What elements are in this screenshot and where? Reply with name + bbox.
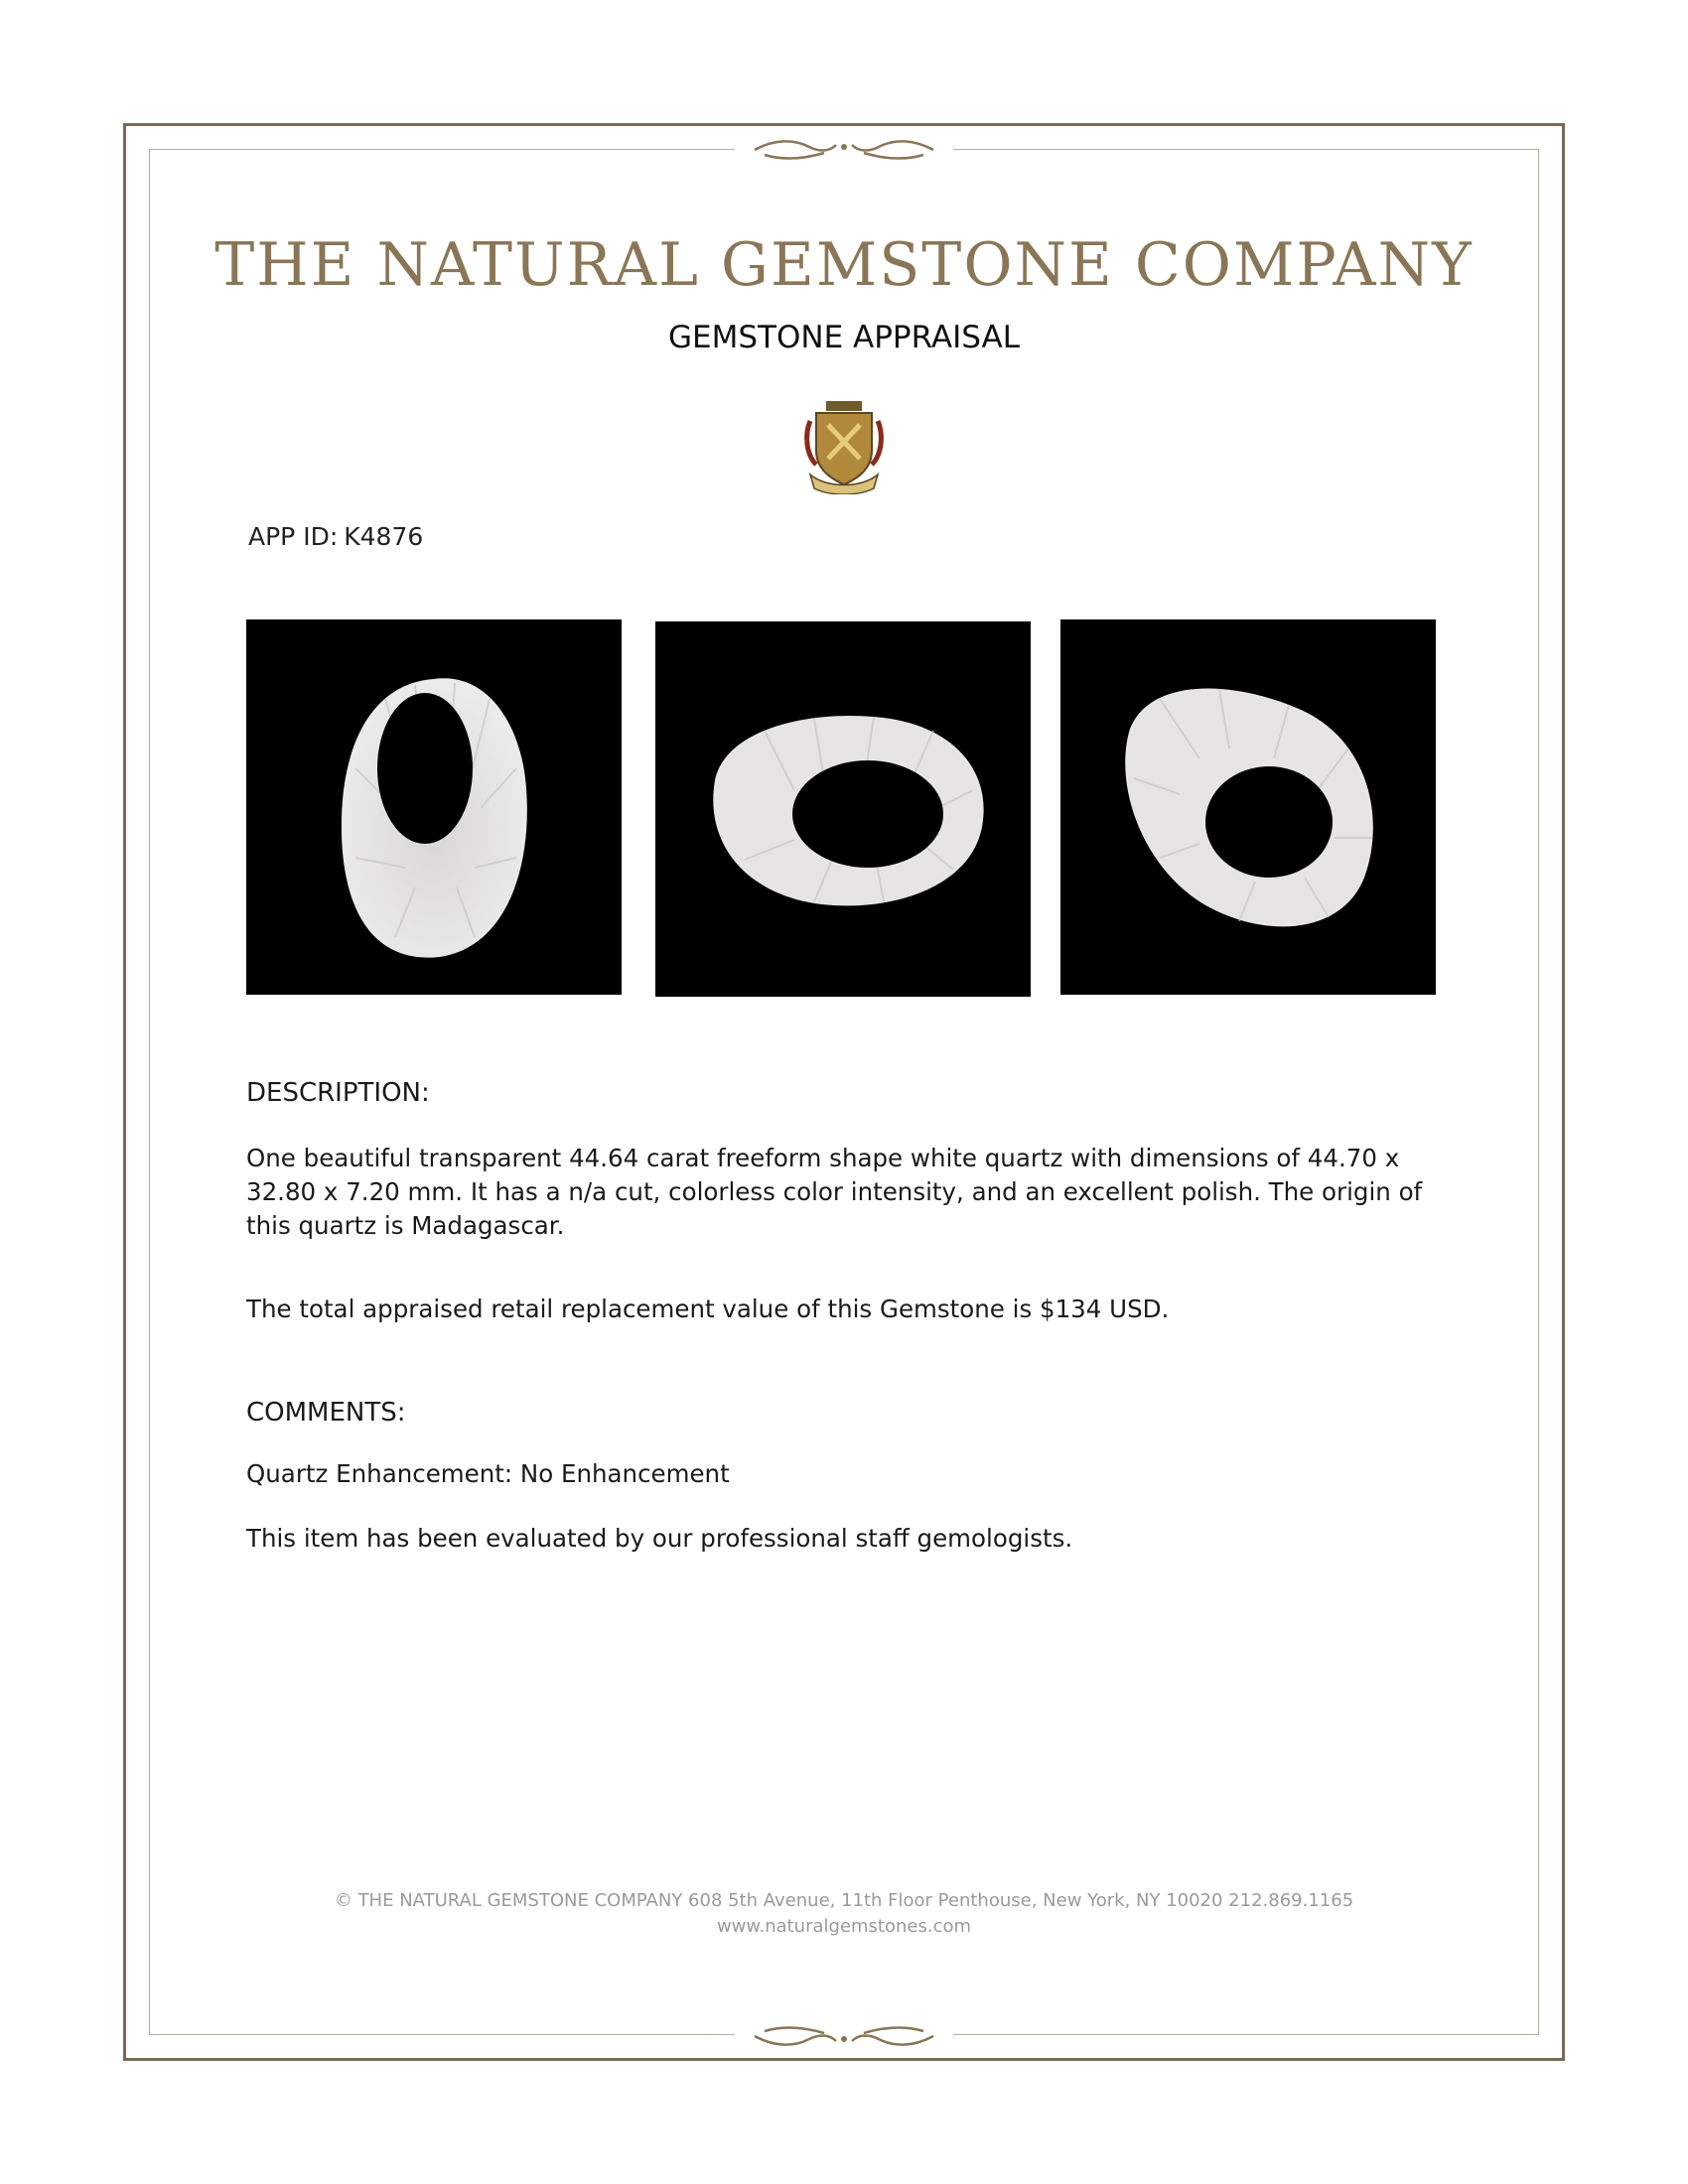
appraisal-id-value: K4876 — [344, 522, 424, 551]
document-title: GEMSTONE APPRAISAL — [668, 320, 1020, 355]
gemstone-photo-front — [246, 619, 622, 995]
evaluation-comment: This item has been evaluated by our professional staff gemologists. — [246, 1524, 1073, 1553]
appraised-value-statement: The total appraised retail replacement value of this Gemstone is $134 USD. — [246, 1295, 1170, 1323]
footer-website-link[interactable]: www.naturalgemstones.com — [716, 1916, 972, 1937]
footer-address: © THE NATURAL GEMSTONE COMPANY 608 5th Avenue, 11th Floor Penthouse, New York, NY 10020 212.869.1165 — [334, 1890, 1354, 1911]
bottom-ornament — [735, 2021, 953, 2051]
description-heading: DESCRIPTION: — [246, 1078, 430, 1108]
company-crest-logo — [802, 399, 886, 494]
appraisal-id — [248, 522, 423, 551]
comments-heading: COMMENTS: — [246, 1398, 406, 1428]
enhancement-comment: Quartz Enhancement: No Enhancement — [246, 1459, 730, 1488]
gemstone-photos — [246, 619, 1438, 997]
appraisal-id-label: APP ID: — [248, 522, 339, 551]
top-ornament — [735, 135, 953, 165]
gemstone-photo-angle — [1060, 619, 1436, 995]
description-text: One beautiful transparent 44.64 carat freeform shape white quartz with dimensions of 44.70 x 32.80 x 7.20 mm. It has a n/a cut, colorless color intensity, and an excellent polish. The origin of this quartz is Madagascar. — [246, 1144, 1423, 1240]
company-name: THE NATURAL GEMSTONE COMPANY — [214, 230, 1474, 300]
gemstone-photo-side — [655, 621, 1031, 997]
